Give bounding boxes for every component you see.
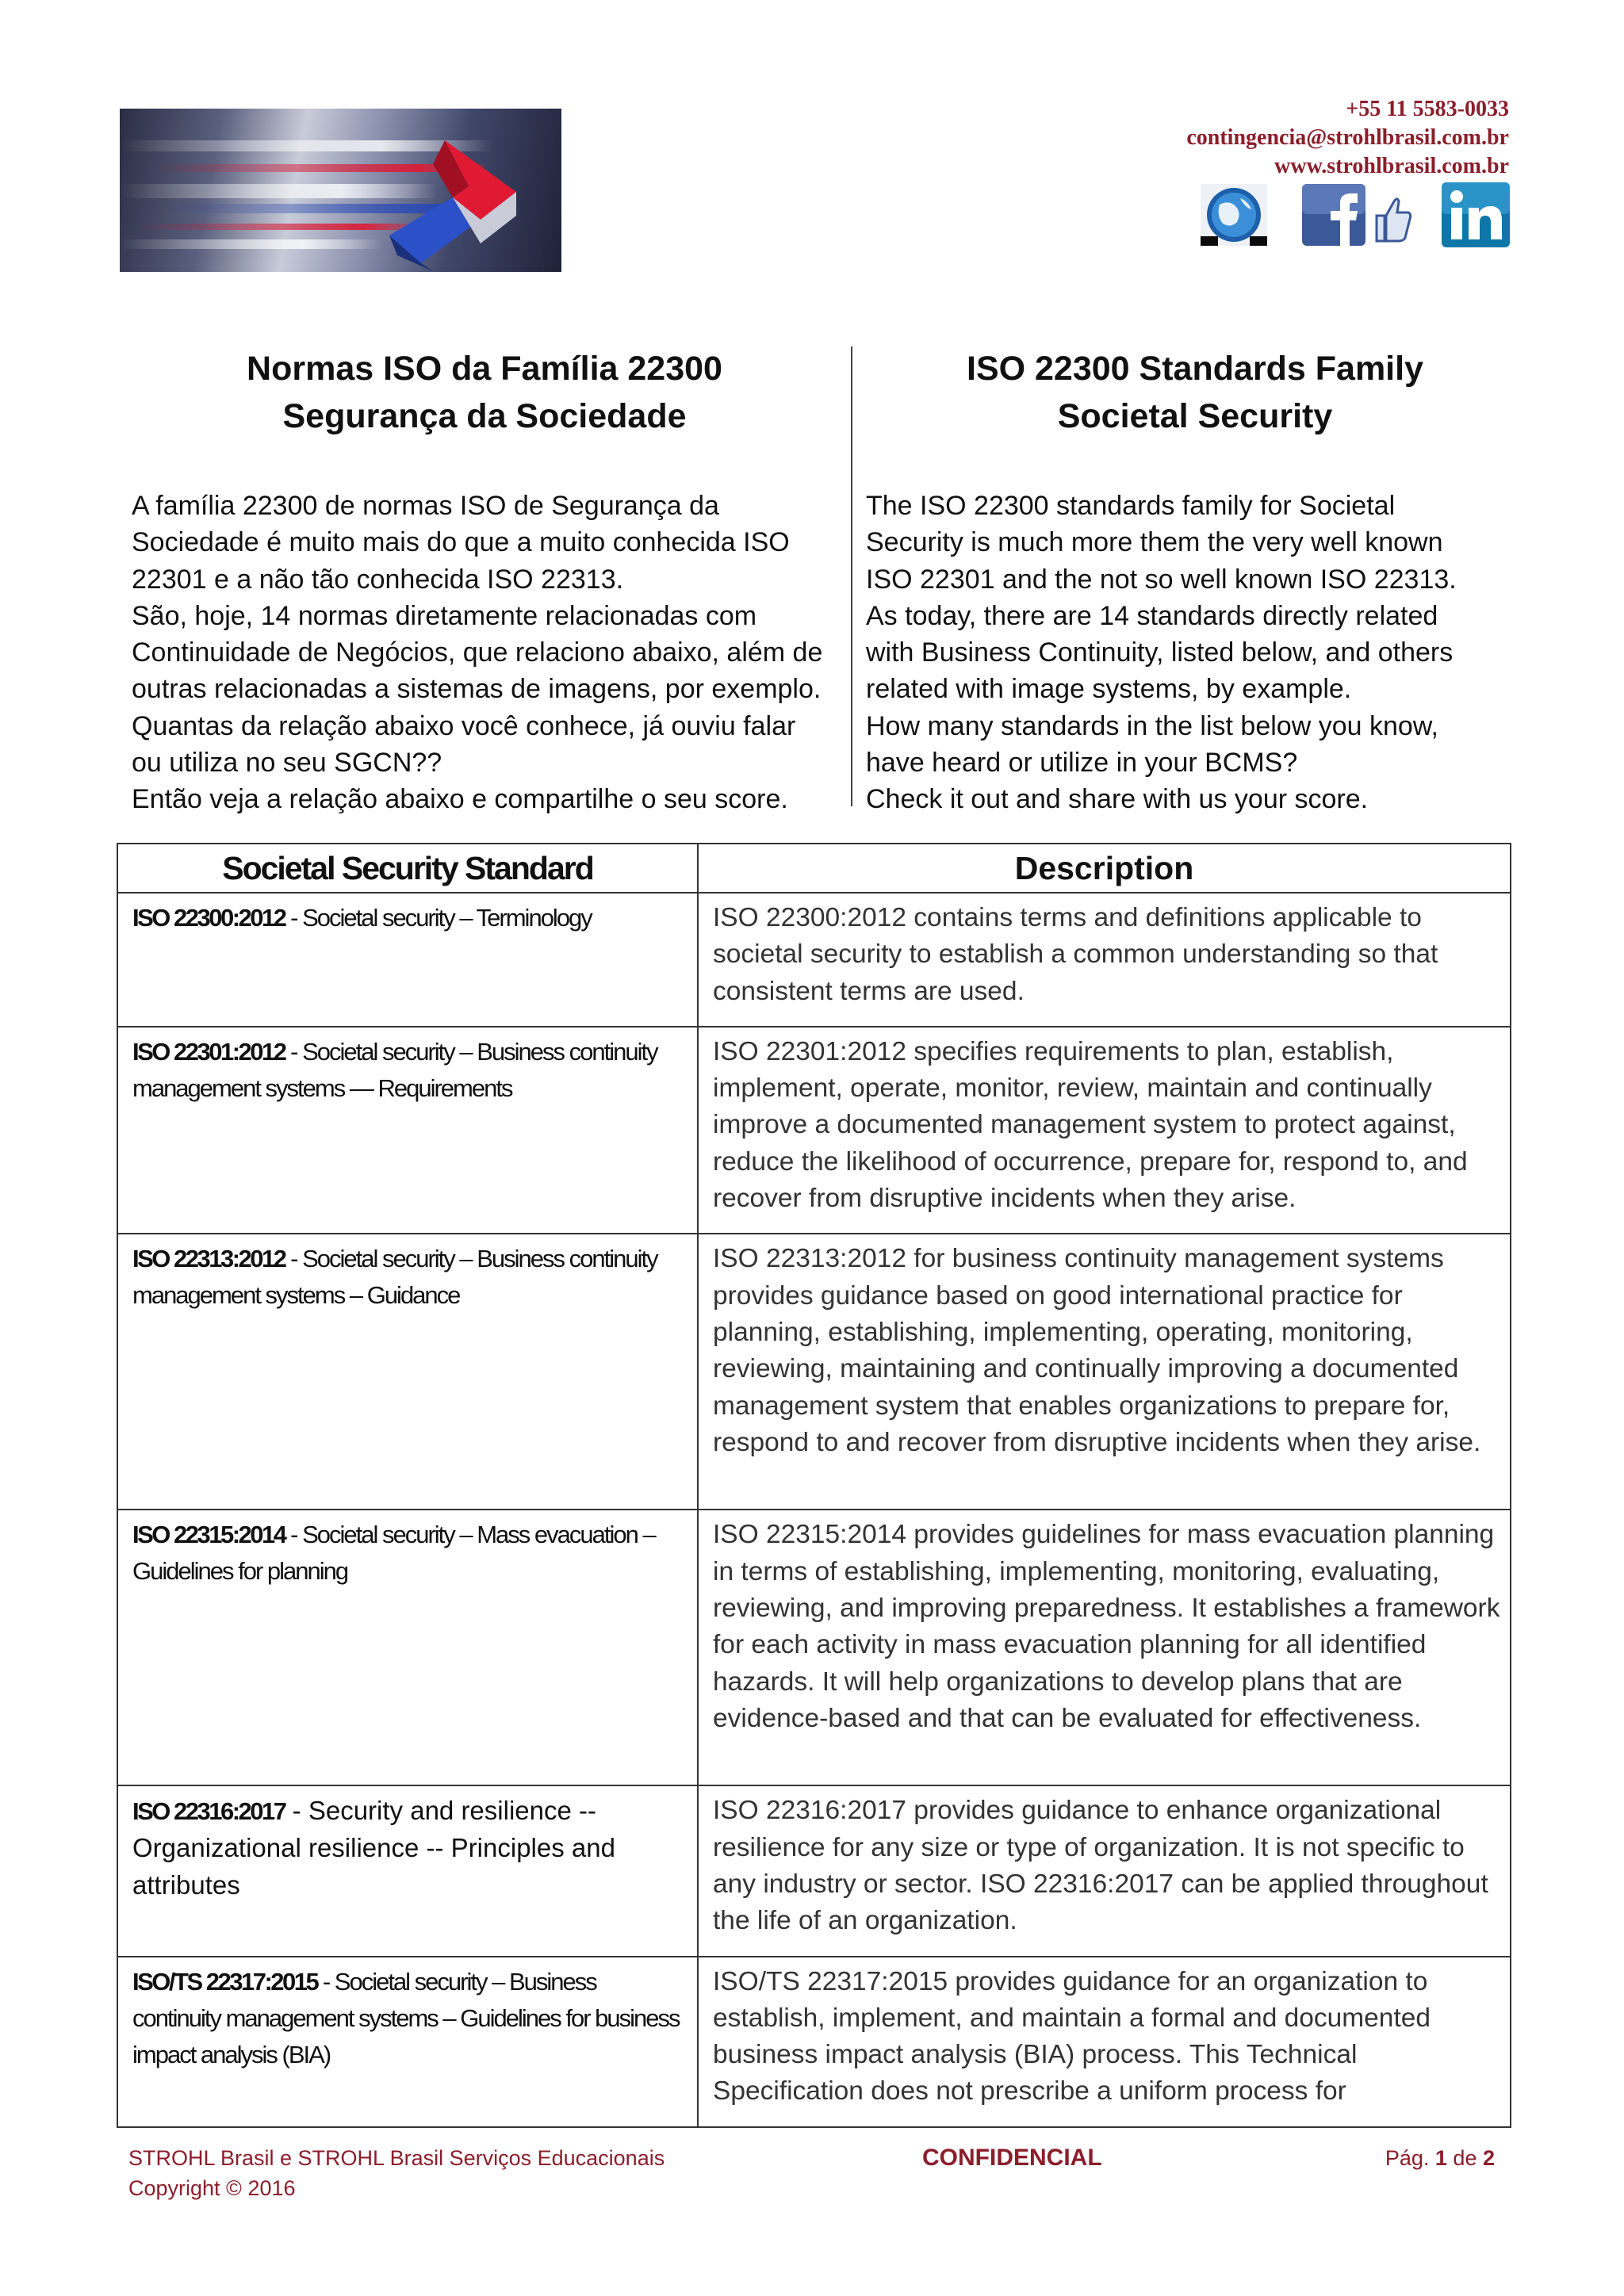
page-prefix: Pág. bbox=[1385, 2146, 1435, 2170]
company-logo bbox=[120, 109, 561, 272]
standard-title: - Societal security – Business continuity management systems – Guidance bbox=[132, 1245, 657, 1310]
header-description: Description bbox=[698, 844, 1511, 893]
standards-table bbox=[117, 843, 1511, 2128]
standard-title: - Societal security – Terminology bbox=[285, 904, 592, 932]
standard-code: ISO 22315:2014 bbox=[132, 1521, 285, 1549]
table-row bbox=[117, 1785, 1511, 1956]
footer-copyright: Copyright © 2016 bbox=[128, 2176, 296, 2200]
page-number bbox=[1385, 2143, 1495, 2173]
logo-graphic bbox=[120, 109, 561, 272]
intro-title-en-2: Societal Security bbox=[1057, 397, 1333, 435]
description-cell: ISO 22300:2012 contains terms and definitions applicable to societal security to establish a common understanding so that consistent terms are used. bbox=[698, 893, 1511, 1027]
table-row bbox=[117, 893, 1511, 1027]
standard-code: ISO 22300:2012 bbox=[132, 904, 285, 932]
standard-code: ISO 22301:2012 bbox=[132, 1037, 285, 1066]
standard-cell bbox=[117, 1510, 698, 1785]
intro-title-pt-1: Normas ISO da Família 22300 bbox=[247, 350, 722, 388]
intro-text-pt: A família 22300 de normas ISO de Segurança da Sociedade é muito mais do que a muito conhecida ISO 22301 e a não tão conhecida ISO 22313. São, hoje, 14 normas diretamente relacionadas com Continuidade de Negócios, que relaciono abaixo, além de outras relacionadas a sistemas de imagens, por exemplo. Quantas da relação abaixo você conhece, já ouviu falar ou utiliza no seu SGCN?? Então veja a relação abaixo e compartilhe o seu score. bbox=[132, 491, 823, 815]
table-row bbox=[117, 1027, 1511, 1234]
description-cell: ISO 22301:2012 specifies requirements to plan, establish, implement, operate, monitor, review, maintain and continually improve a documented management system to protect against, reduce the likelihood of occurrence, prepare for, respond to, and recover from disruptive incidents when they arise. bbox=[698, 1027, 1511, 1234]
column-divider bbox=[851, 346, 852, 806]
website-link[interactable]: www.strohlbrasil.com.br bbox=[1274, 154, 1509, 178]
description-cell: ISO/TS 22317:2015 provides guidance for an organization to establish, implement, and maintain a formal and documented business impact analysis (BIA) process. This Technical Specification does not prescribe a uniform process for bbox=[698, 1957, 1511, 2127]
facebook-like-icon[interactable] bbox=[1300, 181, 1413, 247]
description-cell: ISO 22313:2012 for business continuity management systems provides guidance based on good international practice for planning, establishing, implementing, operating, monitoring, reviewing, maintaining and continually improving a documented management system that enables organizations to prepare for, respond to and recover from disruptive incidents when they arise. bbox=[698, 1234, 1511, 1510]
contact-block bbox=[1186, 95, 1509, 181]
intro-english bbox=[866, 345, 1524, 818]
description-cell: ISO 22315:2014 provides guidelines for mass evacuation planning in terms of establishing, implementing, monitoring, evaluating, reviewing, and improving preparedness. It establishes a framework for each activity in mass evacuation planning for all identified hazards. It will help organizations to develop plans that are evidence-based and that can be evaluated for effectiveness. bbox=[698, 1510, 1511, 1785]
standard-title: - Security and resilience -- Organizational resilience -- Principles and attributes bbox=[132, 1796, 615, 1900]
standard-cell bbox=[117, 1785, 698, 1956]
globe-icon[interactable] bbox=[1196, 181, 1271, 247]
description-cell: ISO 22316:2017 provides guidance to enhance organizational resilience for any size or type of organization. It is not specific to any industry or sector. ISO 22316:2017 can be applied throughout the life of an organization. bbox=[698, 1785, 1511, 1956]
intro-portuguese bbox=[132, 345, 837, 818]
table-row bbox=[117, 1510, 1511, 1785]
standard-cell bbox=[117, 1957, 698, 2127]
footer-company-name: STROHL Brasil e STROHL Brasil Serviços Educacionais bbox=[128, 2146, 665, 2170]
standard-code: ISO 22316:2017 bbox=[132, 1797, 285, 1826]
footer-confidential: CONFIDENCIAL bbox=[922, 2145, 1102, 2171]
intro-text-en: The ISO 22300 standards family for Societal Security is much more them the very well known ISO 22301 and the not so well known ISO 22313. As today, there are 14 standards directly related with Business Continuity, listed below, and others related with image systems, by example. How many standards in the list below you know, have heard or utilize in your BCMS? Check it out and share with us your score. bbox=[866, 491, 1457, 815]
table-row bbox=[117, 1234, 1511, 1510]
footer-company bbox=[128, 2143, 665, 2203]
linkedin-icon[interactable] bbox=[1442, 181, 1510, 247]
standard-title: - Societal security – Business continuity management systems — Requirements bbox=[132, 1037, 657, 1102]
table-header-row bbox=[117, 844, 1511, 893]
standard-cell bbox=[117, 893, 698, 1027]
page-total: 2 bbox=[1482, 2146, 1495, 2170]
header-standard: Societal Security Standard bbox=[117, 844, 698, 893]
standard-code: ISO 22313:2012 bbox=[132, 1245, 285, 1273]
page-sep: de bbox=[1446, 2146, 1483, 2170]
phone-number: +55 11 5583-0033 bbox=[1346, 97, 1509, 121]
email-link[interactable]: contingencia@strohlbrasil.com.br bbox=[1186, 125, 1509, 150]
standard-cell bbox=[117, 1027, 698, 1234]
table-row bbox=[117, 1957, 1511, 2127]
intro-title-pt-2: Segurança da Sociedade bbox=[282, 397, 687, 435]
standard-title: - Societal security – Mass evacuation – Guidelines for planning bbox=[132, 1521, 655, 1586]
standard-title: - Societal security – Business continuity management systems – Guidelines for business impact analysis (BIA) bbox=[132, 1967, 680, 2068]
intro-title-en-1: ISO 22300 Standards Family bbox=[967, 350, 1423, 388]
page-current: 1 bbox=[1434, 2146, 1447, 2170]
standard-code: ISO/TS 22317:2015 bbox=[132, 1967, 318, 1996]
standard-cell bbox=[117, 1234, 698, 1510]
